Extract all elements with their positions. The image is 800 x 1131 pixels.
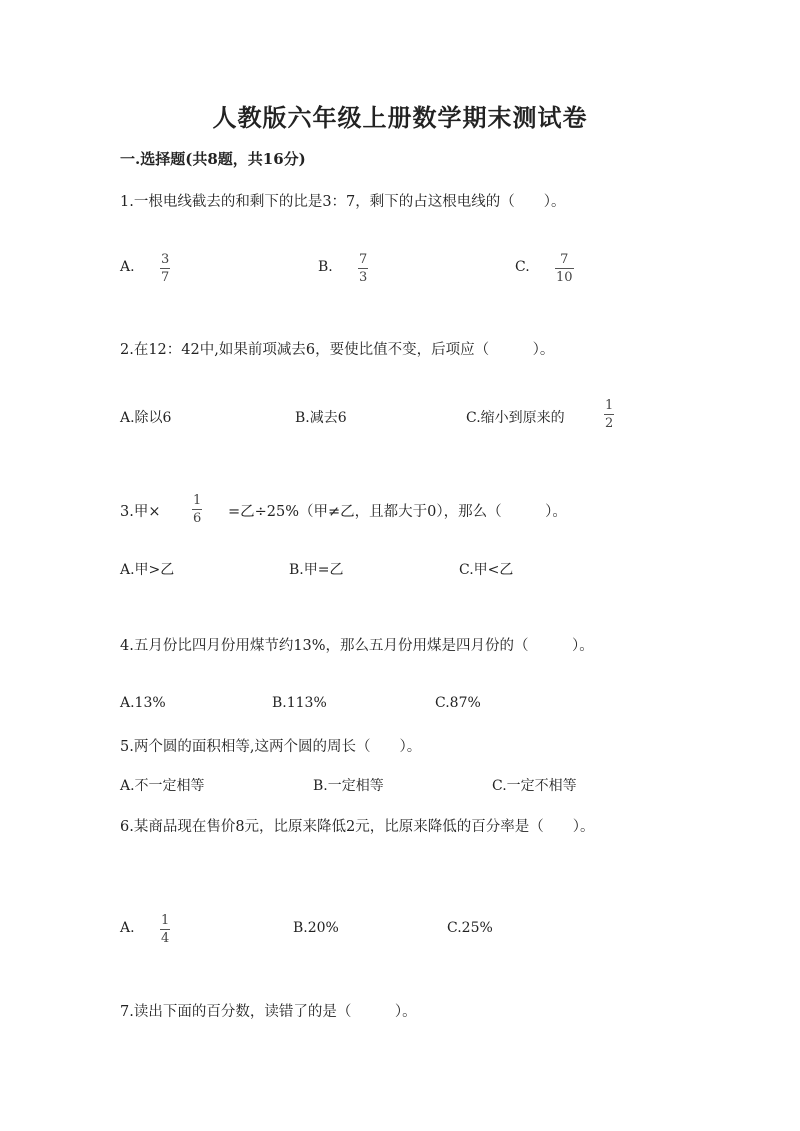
q4-option-a: A.13% <box>120 695 166 711</box>
fraction-bar <box>555 268 574 269</box>
question-1: 1.一根电线截去的和剩下的比是3：7，剩下的占这根电线的（ ）。 <box>120 194 566 210</box>
q6-option-b: B.20% <box>293 920 339 936</box>
q3-option-c: C.甲<乙 <box>459 562 514 578</box>
q2-option-c-fraction <box>604 399 614 430</box>
section-heading: 一.选择题(共8题，共16分) <box>120 150 306 168</box>
q3-fraction <box>192 494 202 525</box>
q6-option-a-fraction <box>160 914 170 945</box>
q1-option-a-label: A. <box>120 259 135 275</box>
question-5: 5.两个圆的面积相等,这两个圆的周长（ ）。 <box>120 739 422 755</box>
q6-option-a-label: A. <box>120 920 135 936</box>
question-6: 6.某商品现在售价8元，比原来降低2元，比原来降低的百分率是（ ）。 <box>120 819 595 835</box>
q1-option-a-fraction <box>160 253 170 284</box>
question-3-suffix: =乙÷25%（甲≠乙，且都大于0），那么（ ）。 <box>228 504 567 520</box>
question-2: 2.在12：42中,如果前项减去6，要使比值不变，后项应（ ）。 <box>120 342 555 358</box>
fraction-denominator: 6 <box>193 511 202 526</box>
fraction-bar <box>358 268 368 269</box>
q5-option-b: B.一定相等 <box>313 778 384 794</box>
fraction-numerator: 3 <box>161 252 170 267</box>
question-7: 7.读出下面的百分数，读错了的是（ ）。 <box>120 1004 417 1020</box>
question-3-prefix: 3.甲× <box>120 504 161 520</box>
fraction-denominator: 7 <box>161 270 170 285</box>
q1-option-b-label: B. <box>318 259 333 275</box>
fraction-bar <box>160 929 170 930</box>
fraction-bar <box>604 414 614 415</box>
q3-option-a: A.甲>乙 <box>120 562 175 578</box>
fraction-bar <box>160 268 170 269</box>
q1-option-c-label: C. <box>515 259 530 275</box>
fraction-numerator: 1 <box>193 493 202 508</box>
q2-option-a: A.除以6 <box>120 410 172 426</box>
fraction-numerator: 7 <box>359 252 368 267</box>
q2-option-c-label: C.缩小到原来的 <box>466 410 565 426</box>
fraction-denominator: 4 <box>161 931 170 946</box>
q5-option-c: C.一定不相等 <box>492 778 577 794</box>
q5-option-a: A.不一定相等 <box>120 778 205 794</box>
fraction-numerator: 7 <box>560 252 569 267</box>
page-title: 人教版六年级上册数学期末测试卷 <box>212 103 588 132</box>
fraction-denominator: 10 <box>556 270 573 285</box>
q3-option-b: B.甲=乙 <box>289 562 344 578</box>
fraction-bar <box>192 509 202 510</box>
q4-option-b: B.113% <box>272 695 327 711</box>
q6-option-c: C.25% <box>447 920 493 936</box>
q4-option-c: C.87% <box>435 695 481 711</box>
question-4: 4.五月份比四月份用煤节约13%，那么五月份用煤是四月份的（ ）。 <box>120 638 594 654</box>
fraction-denominator: 2 <box>605 416 614 431</box>
q1-option-b-fraction <box>358 253 368 284</box>
fraction-numerator: 1 <box>161 913 170 928</box>
fraction-denominator: 3 <box>359 270 368 285</box>
q2-option-b: B.减去6 <box>295 410 347 426</box>
q1-option-c-fraction <box>555 253 574 284</box>
fraction-numerator: 1 <box>605 398 614 413</box>
